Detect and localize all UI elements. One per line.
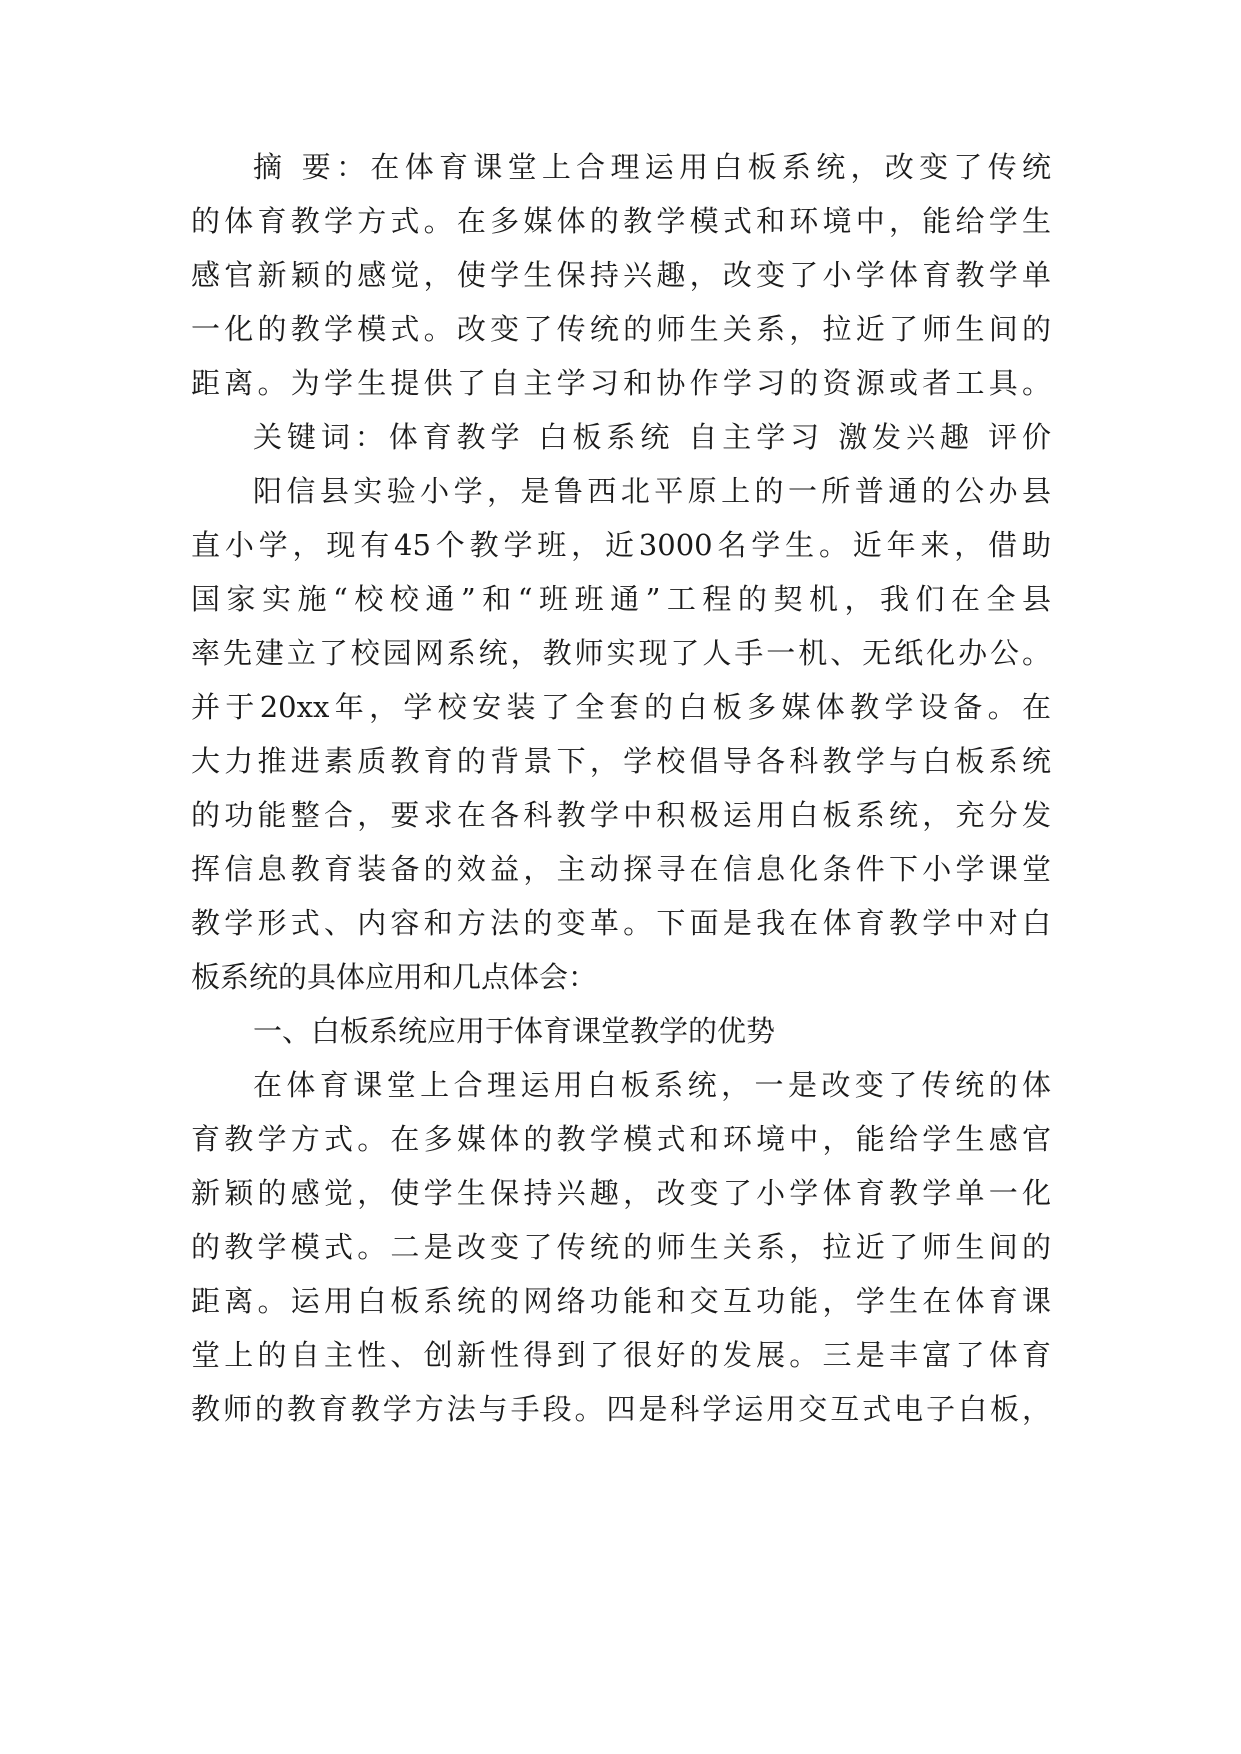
section-1-line-3: 新颖的感觉，使学生保持兴趣，改变了小学体育教学单一化 [191, 1176, 1051, 1210]
intro-line-8: 挥信息教育装备的效益，主动探寻在信息化条件下小学课堂 [191, 852, 1051, 886]
keywords-line: 关键词：体育教学 白板系统 自主学习 激发兴趣 评价 [253, 420, 1051, 454]
intro-line-2: 直小学，现有45个教学班，近3000名学生。近年来，借助 [191, 528, 1051, 562]
abstract-line-3: 感官新颖的感觉，使学生保持兴趣，改变了小学体育教学单 [191, 258, 1051, 292]
abstract-line-4: 一化的教学模式。改变了传统的师生关系，拉近了师生间的 [191, 312, 1051, 346]
section-1-line-4: 的教学模式。二是改变了传统的师生关系，拉近了师生间的 [191, 1230, 1051, 1264]
section-1-line-6: 堂上的自主性、创新性得到了很好的发展。三是丰富了体育 [191, 1338, 1051, 1372]
section-1-line-1: 在体育课堂上合理运用白板系统，一是改变了传统的体 [253, 1068, 1051, 1102]
intro-line-1: 阳信县实验小学，是鲁西北平原上的一所普通的公办县 [253, 474, 1051, 508]
intro-line-10: 板系统的具体应用和几点体会： [191, 960, 598, 994]
section-1-line-5: 距离。运用白板系统的网络功能和交互功能，学生在体育课 [191, 1284, 1051, 1318]
intro-line-4: 率先建立了校园网系统，教师实现了人手一机、无纸化办公。 [191, 636, 1051, 670]
section-heading-1: 一、白板系统应用于体育课堂教学的优势 [253, 1014, 776, 1048]
intro-line-3: 国家实施“校校通”和“班班通”工程的契机，我们在全县 [191, 582, 1051, 616]
abstract-line-1: 摘 要：在体育课堂上合理运用白板系统，改变了传统 [253, 150, 1051, 184]
section-1-line-2: 育教学方式。在多媒体的教学模式和环境中，能给学生感官 [191, 1122, 1051, 1156]
intro-line-7: 的功能整合，要求在各科教学中积极运用白板系统，充分发 [191, 798, 1051, 832]
intro-line-9: 教学形式、内容和方法的变革。下面是我在体育教学中对白 [191, 906, 1051, 940]
abstract-line-5: 距离。为学生提供了自主学习和协作学习的资源或者工具。 [191, 366, 1051, 400]
section-1-line-7: 教师的教育教学方法与手段。四是科学运用交互式电子白板， [191, 1392, 1051, 1426]
intro-line-5: 并于20xx年，学校安装了全套的白板多媒体教学设备。在 [191, 690, 1051, 724]
intro-line-6: 大力推进素质教育的背景下，学校倡导各科教学与白板系统 [191, 744, 1051, 778]
abstract-line-2: 的体育教学方式。在多媒体的教学模式和环境中，能给学生 [191, 204, 1051, 238]
